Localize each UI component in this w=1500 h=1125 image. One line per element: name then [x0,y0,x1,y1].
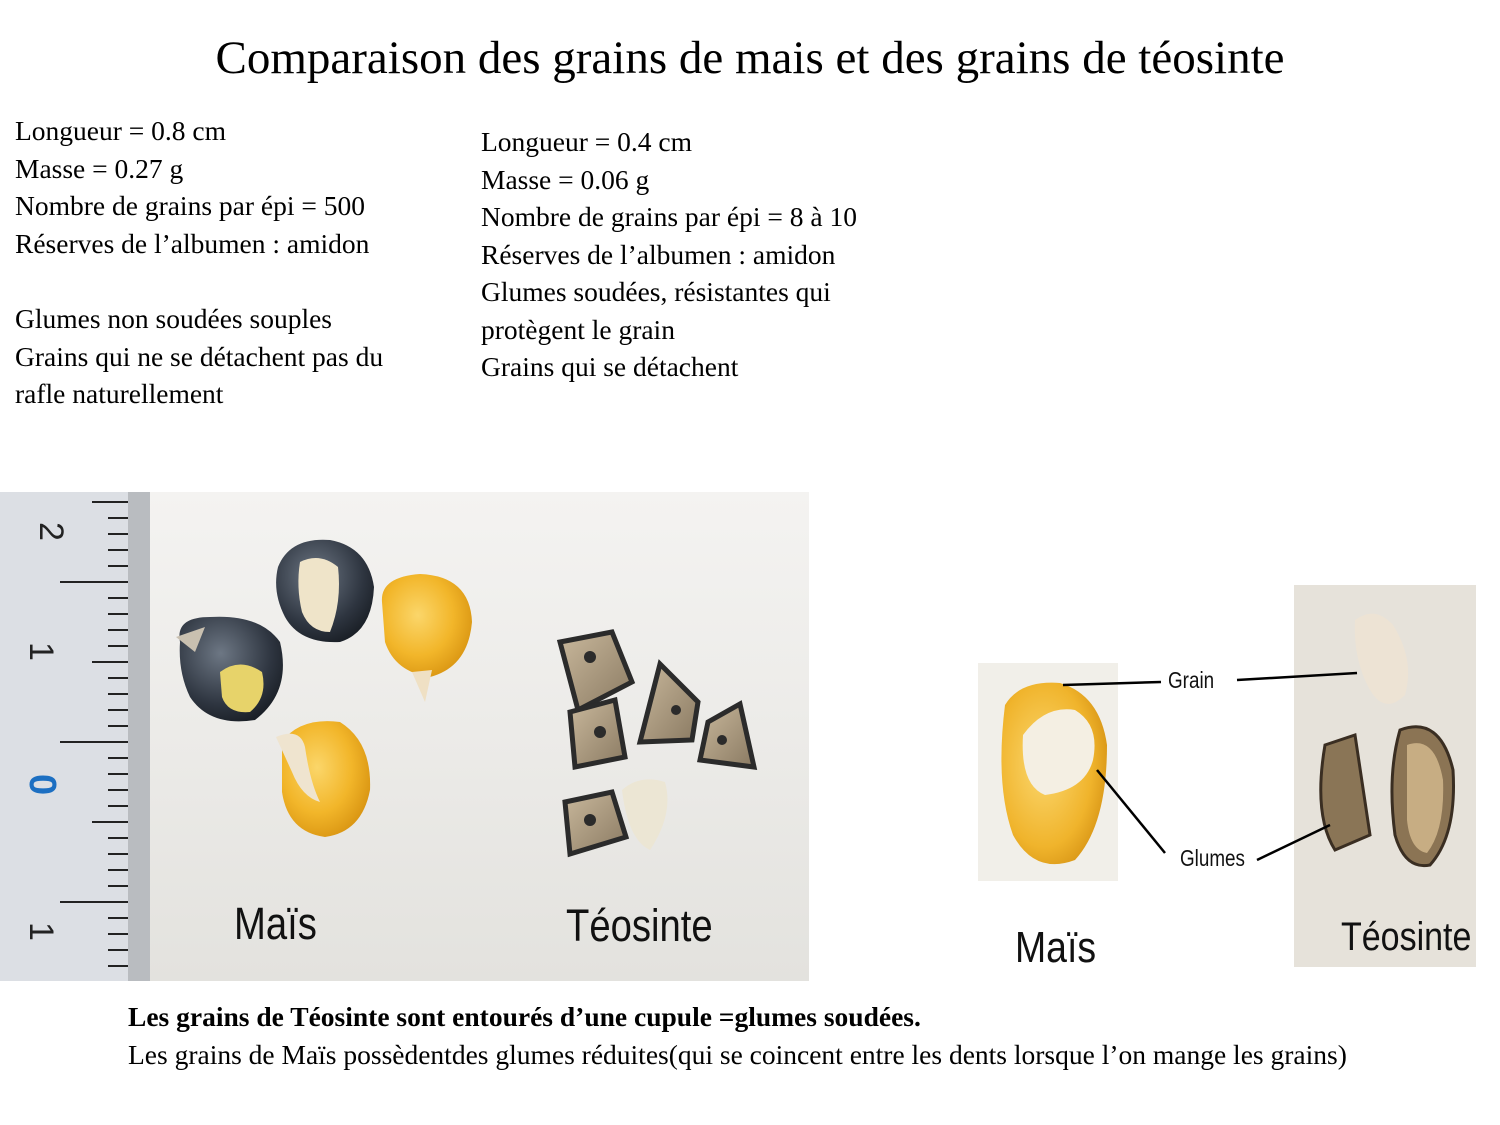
teosinte-grain [1355,614,1408,704]
teosinte-mass: Masse = 0.06 g [481,163,650,195]
mais-properties [15,112,383,413]
ruler-number: 2 [32,522,70,541]
teosinte-glumes-line1: Glumes soudées, résistantes qui [481,276,831,307]
ruler-number: 1 [22,642,60,661]
caption-text: Les grains de Maïs possèdentdes glumes réduites(qui se coincent entre les dents lorsque l’on mange les grains) [128,1038,1347,1070]
page-title: Comparaison des grains de mais et des grains de téosinte [215,32,1285,84]
ruler-number: 1 [22,922,60,941]
caption [128,998,1408,1073]
teosinte-grain-count: Nombre de grains par épi = 8 à 10 [481,201,857,232]
photo-label-teosinte: Téosinte [566,900,713,951]
grains-comparison-photo [0,492,809,981]
photo2-label-teosinte: Téosinte [1341,915,1472,959]
annotation-glumes-label: Glumes [1180,845,1245,871]
mais-grain-count: Nombre de grains par épi = 500 [15,190,365,221]
teosinte-detach: Grains qui se détachent [481,351,739,382]
photo-label-mais: Maïs [234,898,317,949]
mais-glumes: Glumes non soudées souples [15,303,332,334]
annotated-grains-photo [975,585,1477,970]
mais-length: Longueur = 0.8 cm [15,115,227,146]
teosinte-glume [1321,735,1370,850]
teosinte-length: Longueur = 0.4 cm [481,126,693,157]
caption-bold: Les grains de Téosinte sont entourés d’une cupule =glumes soudées. [128,1001,921,1032]
teosinte-properties [481,123,857,386]
ruler-number: 0 [21,774,63,796]
mais-grains [176,540,472,837]
mais-detach-line1: Grains qui ne se détachent pas du [15,340,384,372]
teosinte-reserves: Réserves de l’albumen : amidon [481,238,836,270]
mais-detach-line2: rafle naturellement [15,378,224,409]
teosinte-glumes-line2: protègent le grain [481,313,675,345]
annotation-grain-label: Grain [1168,667,1215,693]
annotated-grains-drawing [975,585,1477,970]
mais-reserves: Réserves de l’albumen : amidon [15,227,370,259]
mais-mass: Masse = 0.27 g [15,152,184,184]
teosinte-grains [560,632,754,854]
photo2-label-mais: Maïs [1015,923,1097,972]
